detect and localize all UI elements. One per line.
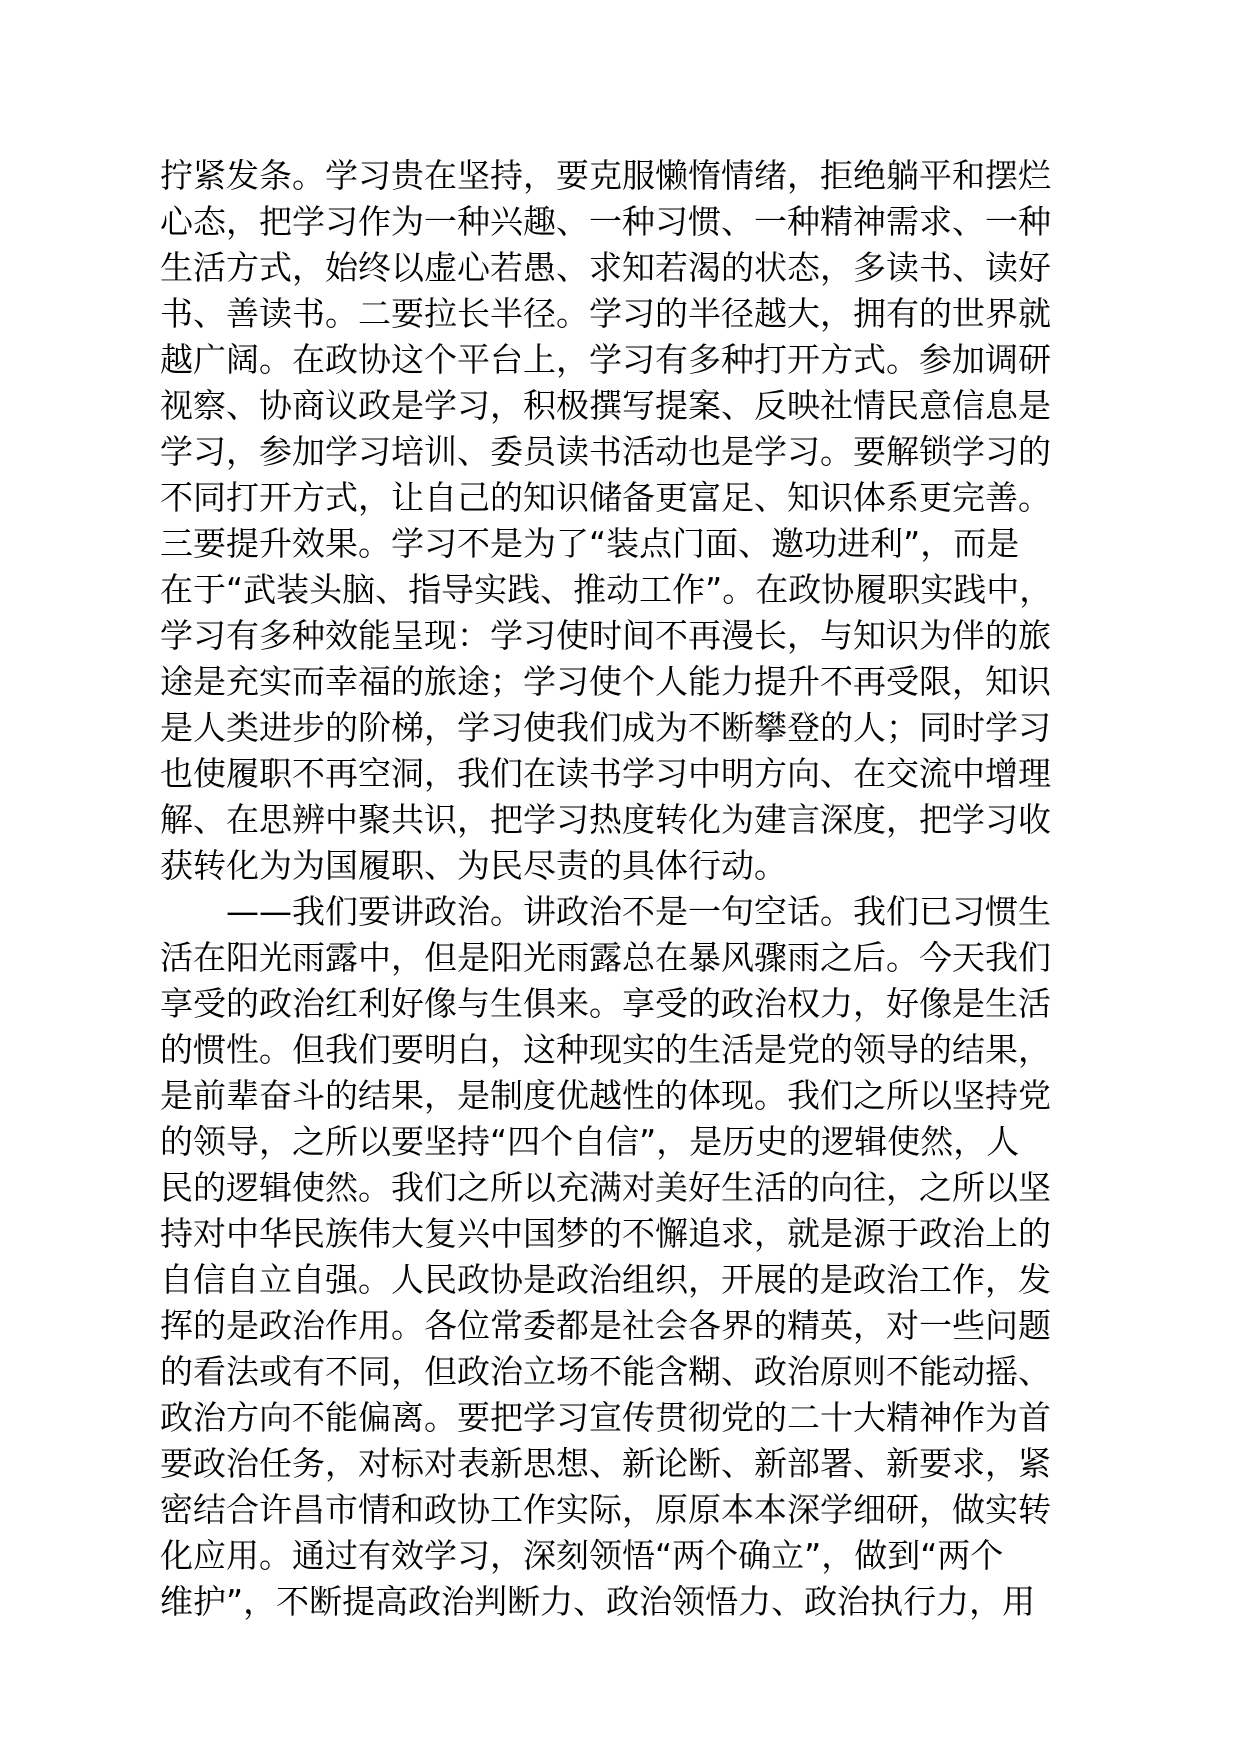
text-line: 挥的是政治作用。各位常委都是社会各界的精英，对一些问题 (160, 1306, 1051, 1345)
text-line: 在于“武装头脑、指导实践、推动工作”。在政协履职实践中， (160, 570, 1053, 609)
text-line: 是人类进步的阶梯，学习使我们成为不断攀登的人；同时学习 (160, 708, 1051, 747)
text-line: 途是充实而幸福的旅途；学习使个人能力提升不再受限，知识 (160, 662, 1051, 701)
text-line: 是前辈奋斗的结果，是制度优越性的体现。我们之所以坚持党 (160, 1076, 1051, 1115)
text-line: 的领导，之所以要坚持“四个自信”，是历史的逻辑使然，人 (160, 1122, 1020, 1161)
text-line: 民的逻辑使然。我们之所以充满对美好生活的向往，之所以坚 (160, 1168, 1051, 1207)
text-line: 要政治任务，对标对表新思想、新论断、新部署、新要求，紧 (160, 1444, 1051, 1483)
text-line: 越广阔。在政协这个平台上，学习有多种打开方式。参加调研 (160, 340, 1051, 379)
text-line: 的惯性。但我们要明白，这种现实的生活是党的领导的结果， (160, 1030, 1051, 1069)
text-line: 活在阳光雨露中，但是阳光雨露总在暴风骤雨之后。今天我们 (160, 938, 1051, 977)
text-line: 学习，参加学习培训、委员读书活动也是学习。要解锁学习的 (160, 432, 1051, 471)
document-page (160, 153, 1090, 1625)
text-line: 的看法或有不同，但政治立场不能含糊、政治原则不能动摇、 (160, 1352, 1051, 1391)
text-line: 密结合许昌市情和政协工作实际，原原本本深学细研，做实转 (160, 1490, 1051, 1529)
text-line: 拧紧发条。学习贵在坚持，要克服懒惰情绪，拒绝躺平和摆烂 (160, 156, 1051, 195)
text-line: 书、善读书。二要拉长半径。学习的半径越大，拥有的世界就 (160, 294, 1051, 333)
text-line: 视察、协商议政是学习，积极撰写提案、反映社情民意信息是 (160, 386, 1051, 425)
text-line: 获转化为为国履职、为民尽责的具体行动。 (160, 846, 787, 885)
text-line: 三要提升效果。学习不是为了“装点门面、邀功进利”，而是 (160, 524, 1020, 563)
text-line: 维护”，不断提高政治判断力、政治领悟力、政治执行力，用 (160, 1582, 1036, 1621)
text-line: 也使履职不再空洞，我们在读书学习中明方向、在交流中增理 (160, 754, 1051, 793)
text-line: 不同打开方式，让自己的知识储备更富足、知识体系更完善。 (160, 478, 1051, 517)
paragraph-politics (160, 889, 1090, 1625)
text-line: ——我们要讲政治。讲政治不是一句空话。我们已习惯生 (226, 892, 1051, 931)
text-line: 自信自立自强。人民政协是政治组织，开展的是政治工作，发 (160, 1260, 1051, 1299)
text-line: 解、在思辨中聚共识，把学习热度转化为建言深度，把学习收 (160, 800, 1051, 839)
text-line: 享受的政治红利好像与生俱来。享受的政治权力，好像是生活 (160, 984, 1051, 1023)
text-line: 学习有多种效能呈现：学习使时间不再漫长，与知识为伴的旅 (160, 616, 1051, 655)
text-line: 心态，把学习作为一种兴趣、一种习惯、一种精神需求、一种 (160, 202, 1051, 241)
paragraph-learning (160, 153, 1090, 889)
text-line: 化应用。通过有效学习，深刻领悟“两个确立”，做到“两个 (160, 1536, 1004, 1575)
text-line: 政治方向不能偏离。要把学习宣传贯彻党的二十大精神作为首 (160, 1398, 1051, 1437)
text-line: 持对中华民族伟大复兴中国梦的不懈追求，就是源于政治上的 (160, 1214, 1051, 1253)
text-line: 生活方式，始终以虚心若愚、求知若渴的状态，多读书、读好 (160, 248, 1051, 287)
